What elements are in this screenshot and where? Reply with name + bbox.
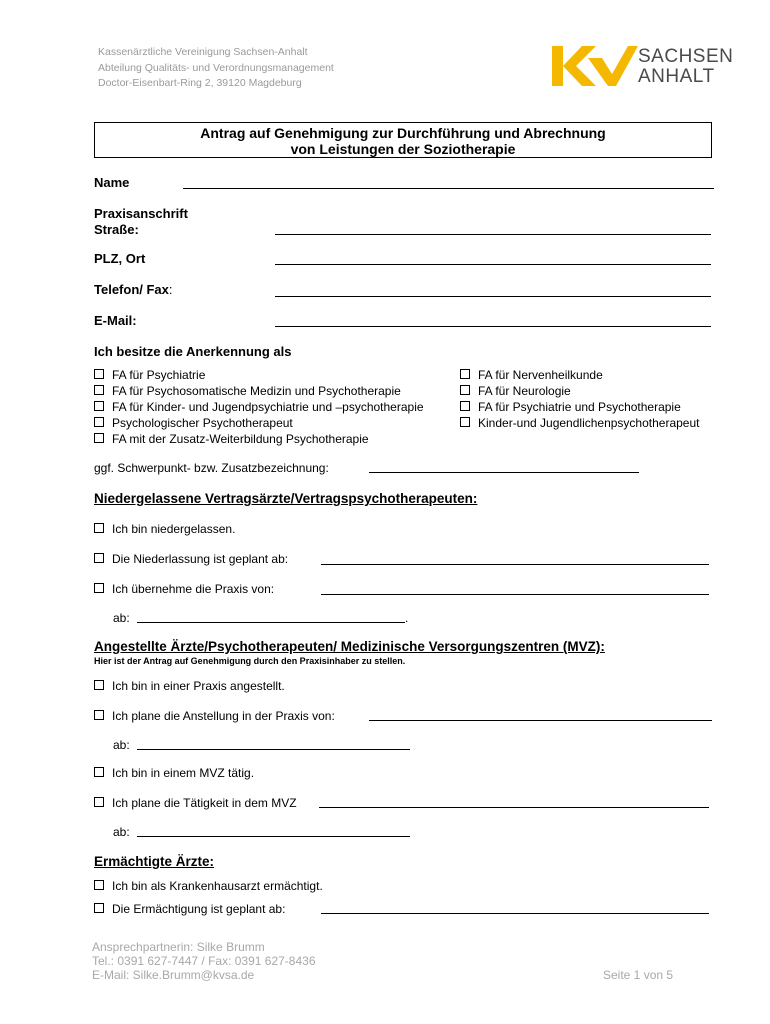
footer-contact: Ansprechpartnerin: Silke Brumm [92, 940, 265, 954]
period: . [405, 611, 409, 625]
option-praxis-uebernahme[interactable]: Ich übernehme die Praxis von: [94, 581, 274, 597]
uebernahme-ab-field[interactable] [137, 622, 405, 623]
kv-logo-mark [552, 44, 636, 88]
option-ermaechtigung-geplant[interactable]: Die Ermächtigung ist geplant ab: [94, 901, 285, 917]
checkbox[interactable] [94, 523, 104, 533]
uebernahme-ab-label: ab: [113, 611, 130, 625]
kvsa-logo [552, 44, 734, 88]
checkbox[interactable] [460, 417, 470, 427]
plz-ort-label: PLZ, Ort [94, 251, 146, 266]
mvz-ab-label: ab: [113, 825, 130, 839]
section-angestellte-heading: Angestellte Ärzte/Psychotherapeuten/ Medizinische Versorgungszentren (MVZ): [94, 639, 605, 654]
checkbox[interactable] [94, 553, 104, 563]
recognition-option-right-1[interactable]: FA für Nervenheilkunde [460, 367, 603, 383]
option-mvz-geplant[interactable]: Ich plane die Tätigkeit in dem MVZ [94, 795, 297, 811]
recognition-option-right-4[interactable]: Kinder-und Jugendlichenpsychotherapeut [460, 415, 700, 431]
checkbox[interactable] [94, 369, 104, 379]
footer-phone: Tel.: 0391 627-7447 / Fax: 0391 627-8436 [92, 954, 316, 968]
option-niederlassung-geplant[interactable]: Die Niederlassung ist geplant ab: [94, 551, 288, 567]
email-label: E-Mail: [94, 313, 137, 328]
recognition-option-left-5[interactable]: FA mit der Zusatz-Weiterbildung Psychotherapie [94, 431, 369, 447]
option-niedergelassen[interactable]: Ich bin niedergelassen. [94, 521, 235, 537]
checkbox[interactable] [94, 401, 104, 411]
checkbox[interactable] [94, 797, 104, 807]
option-praxis-angestellt[interactable]: Ich bin in einer Praxis angestellt. [94, 678, 285, 694]
additional-designation-label: ggf. Schwerpunkt- bzw. Zusatzbezeichnung: [94, 461, 329, 475]
telefon-fax-label: Telefon/ Fax: [94, 282, 173, 297]
checkbox[interactable] [94, 583, 104, 593]
recognition-option-right-3[interactable]: FA für Psychiatrie und Psychotherapie [460, 399, 681, 415]
checkbox[interactable] [460, 401, 470, 411]
checkbox[interactable] [94, 385, 104, 395]
checkbox[interactable] [94, 433, 104, 443]
checkbox[interactable] [460, 369, 470, 379]
anstellung-ab-label: ab: [113, 738, 130, 752]
name-label: Name [94, 175, 130, 190]
niederlassung-date-field[interactable] [321, 564, 709, 565]
telefon-fax-field[interactable] [275, 296, 711, 297]
additional-designation-field[interactable] [369, 472, 639, 473]
option-anstellung-geplant[interactable]: Ich plane die Anstellung in der Praxis von: [94, 708, 335, 724]
recognition-option-left-2[interactable]: FA für Psychosomatische Medizin und Psychotherapie [94, 383, 401, 399]
section-angestellte-note: Hier ist der Antrag auf Genehmigung durch den Praxisinhaber zu stellen. [94, 656, 406, 666]
logo-text: SACHSEN ANHALT [638, 46, 734, 87]
checkbox[interactable] [94, 417, 104, 427]
address-heading: Praxisanschrift [94, 206, 188, 221]
anstellung-ab-field[interactable] [137, 749, 410, 750]
name-field[interactable] [183, 188, 714, 189]
anstellung-praxis-field[interactable] [369, 720, 712, 721]
recognition-heading: Ich besitze die Anerkennung als [94, 344, 292, 359]
recognition-option-left-4[interactable]: Psychologischer Psychotherapeut [94, 415, 293, 431]
form-title [94, 122, 712, 158]
praxis-uebernahme-field[interactable] [321, 594, 709, 595]
footer-email: E-Mail: Silke.Brumm@kvsa.de [92, 968, 255, 982]
header-address: Doctor-Eisenbart-Ring 2, 39120 Magdeburg [98, 77, 302, 89]
mvz-ab-field[interactable] [137, 836, 410, 837]
footer-page-number: Seite 1 von 5 [603, 968, 674, 982]
ermaechtigung-date-field[interactable] [321, 913, 709, 914]
checkbox[interactable] [94, 680, 104, 690]
mvz-field[interactable] [319, 807, 709, 808]
header-org-name: Kassenärztliche Vereinigung Sachsen-Anhalt [98, 46, 308, 58]
checkbox[interactable] [94, 710, 104, 720]
plz-ort-field[interactable] [275, 264, 711, 265]
recognition-option-left-1[interactable]: FA für Psychiatrie [94, 367, 205, 383]
street-field[interactable] [275, 234, 711, 235]
recognition-option-right-2[interactable]: FA für Neurologie [460, 383, 571, 399]
checkbox[interactable] [94, 903, 104, 913]
title-line-2: von Leistungen der Soziotherapie [290, 141, 516, 157]
street-label: Straße: [94, 222, 139, 237]
recognition-option-left-3[interactable]: FA für Kinder- und Jugendpsychiatrie und –psychotherapie [94, 399, 424, 415]
option-krankenhausarzt[interactable]: Ich bin als Krankenhausarzt ermächtigt. [94, 878, 323, 894]
header-department: Abteilung Qualitäts- und Verordnungsmanagement [98, 62, 334, 74]
checkbox[interactable] [460, 385, 470, 395]
section-niedergelassene-heading: Niedergelassene Vertragsärzte/Vertragspsychotherapeuten: [94, 491, 478, 506]
checkbox[interactable] [94, 880, 104, 890]
title-line-1: Antrag auf Genehmigung zur Durchführung und Abrechnung [200, 125, 606, 141]
section-ermaechtigte-heading: Ermächtigte Ärzte: [94, 854, 215, 869]
email-field[interactable] [275, 326, 711, 327]
option-mvz-taetig[interactable]: Ich bin in einem MVZ tätig. [94, 765, 254, 781]
checkbox[interactable] [94, 767, 104, 777]
